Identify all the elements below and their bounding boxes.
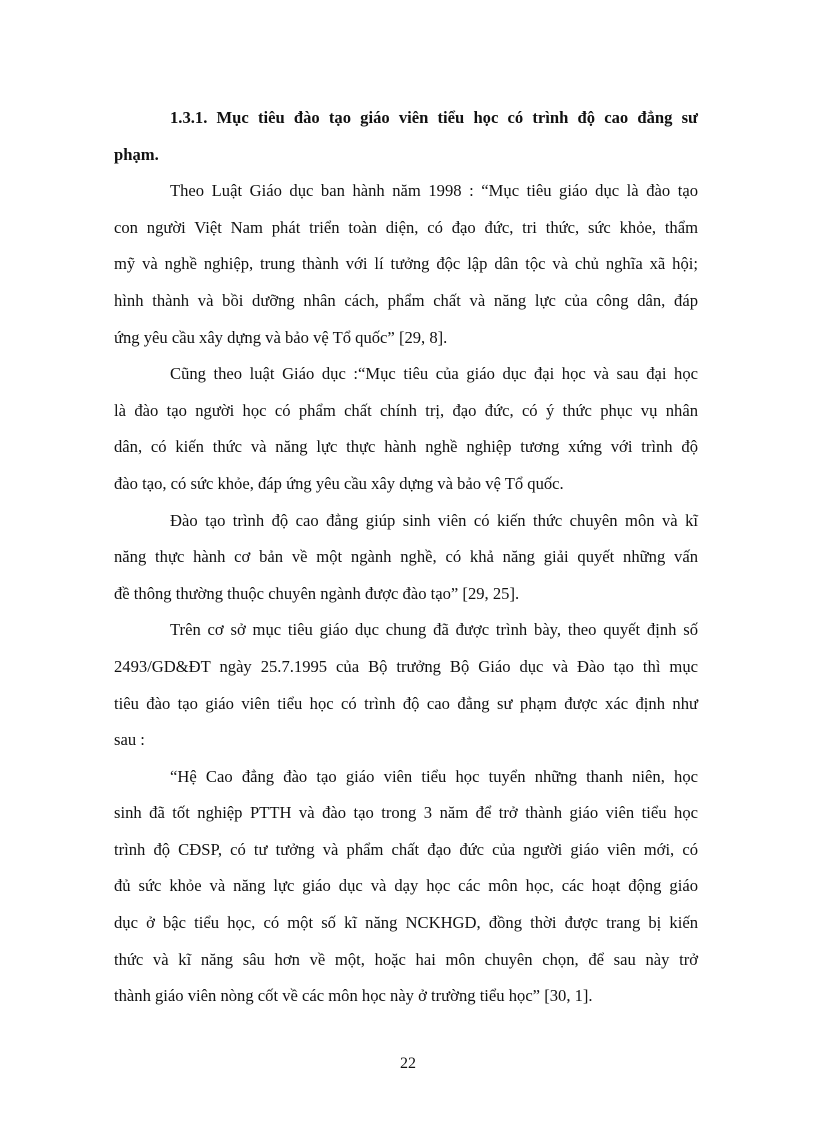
- paragraph-line: ứng yêu cầu xây dựng và bảo vệ Tổ quốc” [29, 8].: [114, 327, 448, 347]
- paragraph-line: Cũng theo luật Giáo dục :“Mục tiêu của giáo dục đại học và sau đại học: [170, 364, 698, 384]
- paragraph-line: thức và kĩ năng sâu hơn về một, hoặc hai môn chuyên chọn, để sau này trở: [114, 949, 698, 969]
- paragraph-line: Theo Luật Giáo dục ban hành năm 1998 : “Mục tiêu giáo dục là đào tạo: [170, 181, 698, 201]
- paragraph-4: [114, 612, 698, 758]
- paragraph-line: trình độ CĐSP, có tư tưởng và phẩm chất đạo đức của người giáo viên mới, có: [114, 839, 698, 859]
- paragraph-line: hình thành và bồi dưỡng nhân cách, phẩm chất và năng lực của công dân, đáp: [114, 290, 698, 310]
- paragraph-line: dân, có kiến thức và năng lực thực hành nghề nghiệp tương xứng với trình độ: [114, 437, 698, 457]
- paragraph-line: năng thực hành cơ bản về một ngành nghề, có khả năng giải quyết những vấn: [114, 547, 698, 567]
- paragraph-line: mỹ và nghề nghiệp, trung thành với lí tưởng độc lập dân tộc và chủ nghĩa xã hội;: [114, 254, 698, 274]
- paragraph-5: [114, 759, 698, 1015]
- paragraph-3: [114, 503, 698, 613]
- paragraph-line: con người Việt Nam phát triển toàn diện, có đạo đức, tri thức, sức khỏe, thẩm: [114, 217, 698, 237]
- paragraph-line: thành giáo viên nòng cốt về các môn học này ở trường tiểu học” [30, 1].: [114, 986, 593, 1006]
- heading-line: 1.3.1. Mục tiêu đào tạo giáo viên tiểu học có trình độ cao đẳng sư: [170, 108, 698, 127]
- paragraph-line: Trên cơ sở mục tiêu giáo dục chung đã được trình bày, theo quyết định số: [170, 620, 698, 640]
- paragraph-line: tiêu đào tạo giáo viên tiểu học có trình độ cao đẳng sư phạm được xác định như: [114, 693, 698, 713]
- heading-line: phạm.: [114, 144, 159, 164]
- paragraph-line: Đào tạo trình độ cao đẳng giúp sinh viên có kiến thức chuyên môn và kĩ: [170, 510, 698, 530]
- paragraph-line: sinh đã tốt nghiệp PTTH và đào tạo trong 3 năm để trở thành giáo viên tiểu học: [114, 803, 698, 823]
- paragraph-line: “Hệ Cao đẳng đào tạo giáo viên tiểu học tuyển những thanh niên, học: [170, 766, 698, 786]
- paragraph-line: dục ở bậc tiểu học, có một số kĩ năng NCKHGD, đồng thời được trang bị kiến: [114, 913, 698, 933]
- paragraph-line: đào tạo, có sức khỏe, đáp ứng yêu cầu xây dựng và bảo vệ Tổ quốc.: [114, 473, 564, 493]
- paragraph-line: sau :: [114, 730, 145, 750]
- paragraph-line: đủ sức khỏe và năng lực giáo dục và dạy học các môn học, các hoạt động giáo: [114, 876, 698, 896]
- paragraph-line: đề thông thường thuộc chuyên ngành được đào tạo” [29, 25].: [114, 583, 520, 603]
- document-page: [114, 100, 698, 1015]
- paragraph-1: [114, 173, 698, 356]
- paragraph-2: [114, 356, 698, 502]
- page-number: 22: [400, 1055, 416, 1072]
- paragraph-line: 2493/GD&ĐT ngày 25.7.1995 của Bộ trưởng Bộ Giáo dục và Đào tạo thì mục: [114, 656, 698, 676]
- paragraph-line: là đào tạo người học có phẩm chất chính trị, đạo đức, có ý thức phục vụ nhân: [114, 400, 698, 420]
- section-heading: [114, 100, 698, 173]
